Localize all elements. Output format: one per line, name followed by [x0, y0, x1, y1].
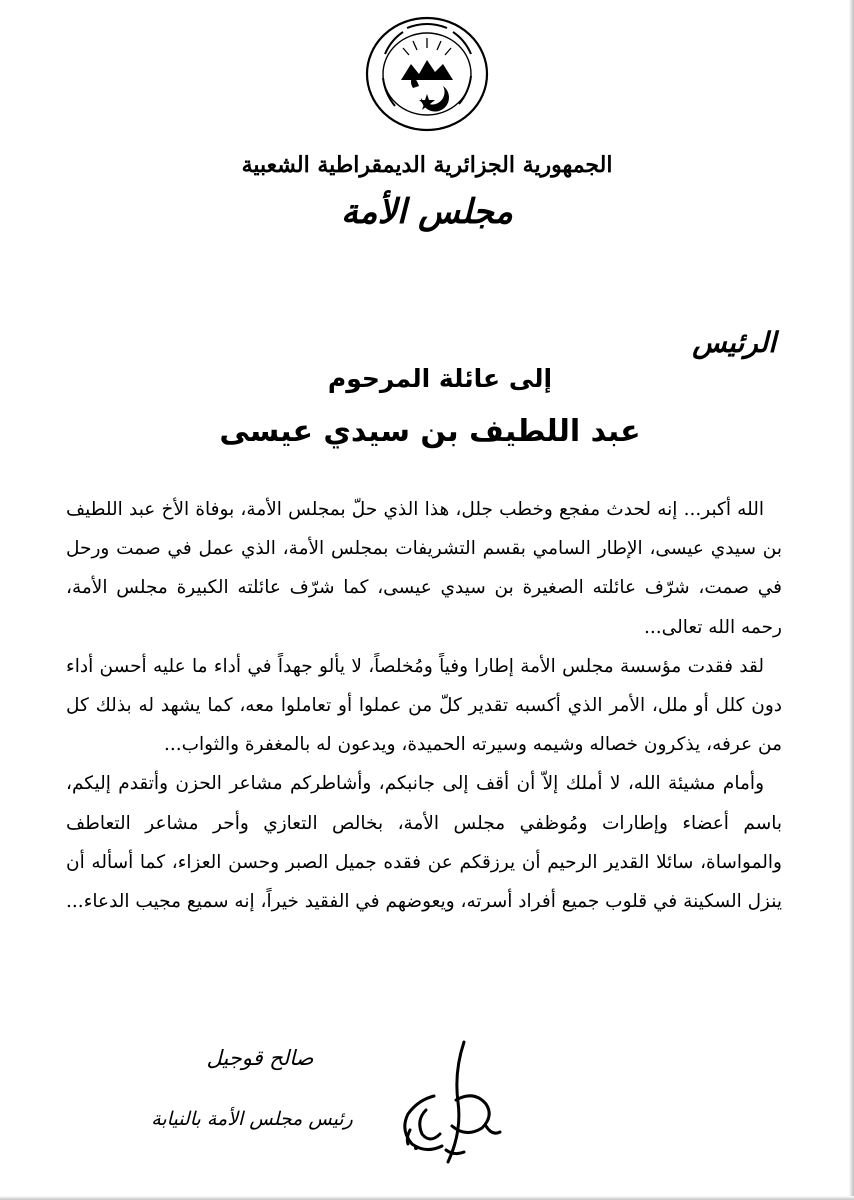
republic-heading: الجمهورية الجزائرية الديمقراطية الشعبية	[241, 152, 613, 178]
state-seal-icon	[361, 14, 493, 134]
page-edge-shadow	[849, 0, 854, 1200]
deceased-name: عبد اللطيف بن سيدي عيسى	[219, 414, 641, 449]
signatory-name: صالح قوجيل	[206, 1046, 314, 1070]
council-heading: مجلس الأمة	[341, 192, 513, 232]
paragraph: وأمام مشيئة الله، لا أملك إلاّ أن أقف إلى جانبكم، وأشاطركم مشاعر الحزن وأتقدم إليكم، باسم أعضاء وإطارات ومُوظفي مجلس الأمة، بخالص التعازي وأحر مشاعر التعاطف والمواساة، سائلا القدير الرحيم أن يرزقكم عن فقده جميل الصبر وحسن العزاء، كما أسأله أن ينزل السكينة في قلوب جميع أفراد أسرته، ويعوضهم في الفقيد خيراً، إنه سميع مجيب الدعاء...	[66, 773, 782, 913]
president-label: الرئيس	[692, 326, 776, 359]
signature-icon	[386, 1030, 516, 1180]
letter-body	[66, 490, 782, 921]
paragraph: لقد فقدت مؤسسة مجلس الأمة إطارا وفياً ومُخلصاً، لا يألو جهداً في أداء ما عليه أحسن أداء دون كلل أو ملل، الأمر الذي أكسبه تقدير كلّ من عملوا أو تعاملوا معه، كما يشهد له بذلك كل من عرفه، يذكرون خصاله وشيمه وسيرته الحميدة، ويدعون له بالمغفرة والثواب...	[66, 655, 782, 756]
signatory-title: رئيس مجلس الأمة بالنيابة	[151, 1108, 353, 1130]
page-edge-shadow-bottom	[0, 1196, 854, 1200]
recipient-line: إلى عائلة المرحوم	[327, 364, 553, 393]
paragraph: الله أكبر... إنه لحدث مفجع وخطب جلل، هذا الذي حلّ بمجلس الأمة، بوفاة الأخ عبد اللطيف بن سيدي عيسى، الإطار السامي بقسم التشريفات بمجلس الأمة، الذي عمل في صمت ورحل في صمت، شرّف عائلته الصغيرة بن سيدي عيسى، كما شرّف عائلته الكبيرة مجلس الأمة، رحمه الله تعالى...	[66, 499, 782, 638]
